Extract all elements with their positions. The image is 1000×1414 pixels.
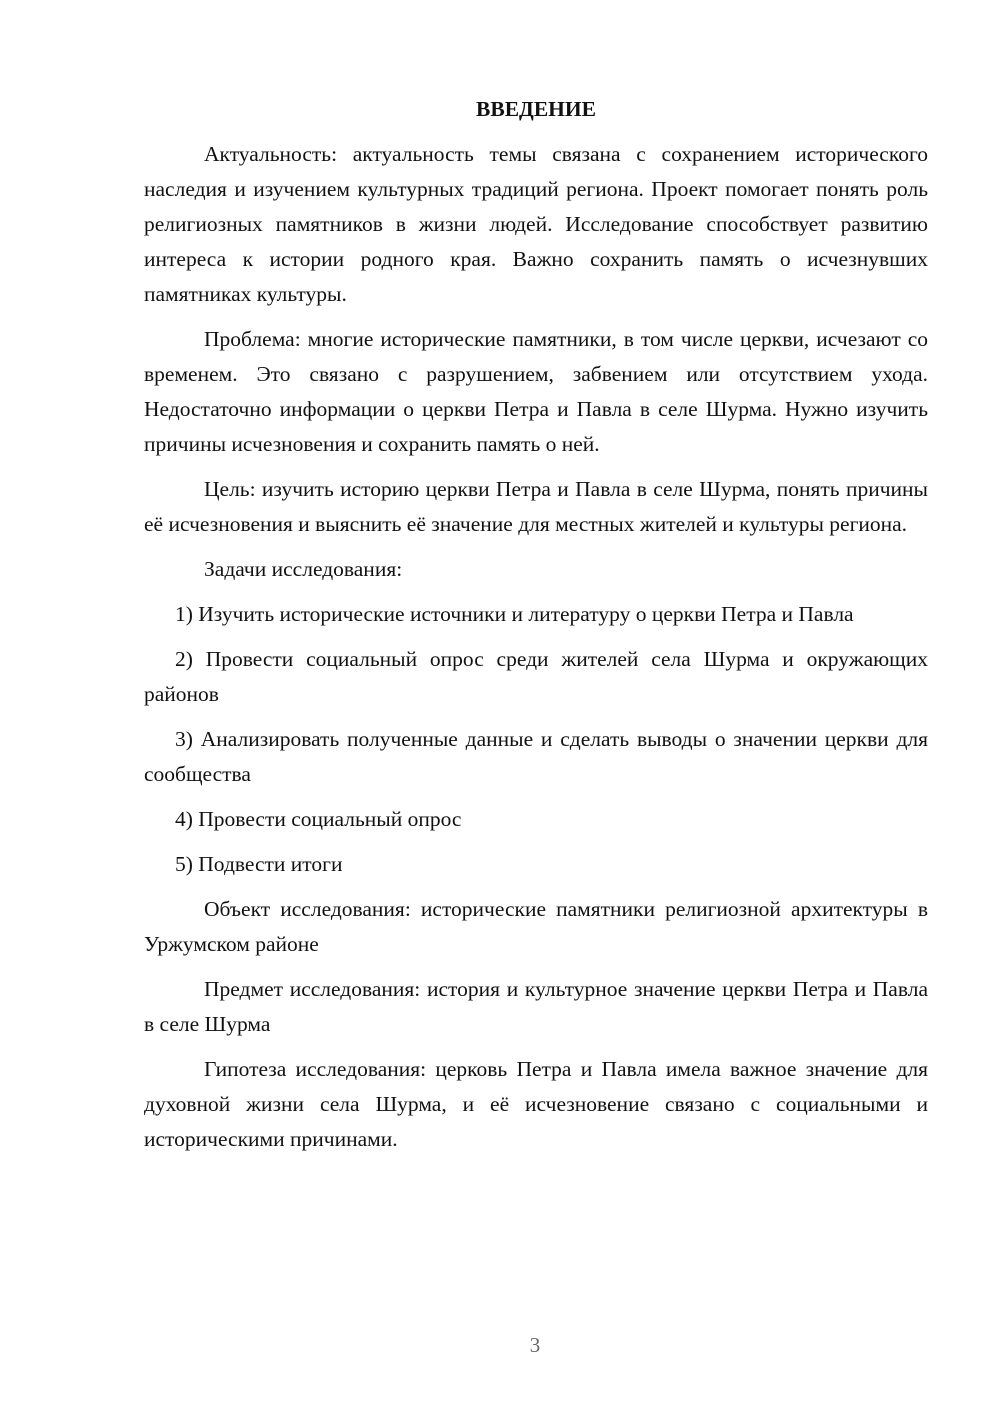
document-page	[144, 92, 928, 1157]
task-item-3: 3) Анализировать полученные данные и сделать выводы о значении церкви для сообщества	[144, 727, 928, 786]
task-item-2: 2) Провести социальный опрос среди жителей села Шурма и окружающих районов	[144, 647, 928, 706]
paragraph-goal: Цель: изучить историю церкви Петра и Павла в селе Шурма, понять причины её исчезновения и выяснить её значение для местных жителей и культуры региона.	[144, 477, 928, 536]
task-item-4: 4) Провести социальный опрос	[175, 807, 462, 831]
paragraph-relevance: Актуальность: актуальность темы связана с сохранением исторического наследия и изучением культурных традиций региона. Проект помогает понять роль религиозных памятников в жизни людей. Исследование способствует развитию интереса к истории родного края. Важно сохранить память о исчезнувших памятниках культуры.	[144, 142, 928, 306]
paragraph-subject: Предмет исследования: история и культурное значение церкви Петра и Павла в селе Шурма	[144, 977, 928, 1036]
task-item-1: 1) Изучить исторические источники и литературу о церкви Петра и Павла	[175, 602, 854, 626]
paragraph-hypothesis: Гипотеза исследования: церковь Петра и Павла имела важное значение для духовной жизни села Шурма, и её исчезновение связано с социальными и историческими причинами.	[144, 1057, 928, 1151]
page-number: 3	[529, 1333, 541, 1357]
task-item-5: 5) Подвести итоги	[175, 852, 343, 876]
section-heading: ВВЕДЕНИЕ	[476, 97, 596, 121]
paragraph-problem: Проблема: многие исторические памятники, в том числе церкви, исчезают со временем. Это связано с разрушением, забвением или отсутствием ухода. Недостаточно информации о церкви Петра и Павла в селе Шурма. Нужно изучить причины исчезновения и сохранить память о ней.	[144, 327, 928, 456]
tasks-title: Задачи исследования:	[204, 557, 403, 581]
paragraph-object: Объект исследования: исторические памятники религиозной архитектуры в Уржумском районе	[144, 897, 928, 956]
